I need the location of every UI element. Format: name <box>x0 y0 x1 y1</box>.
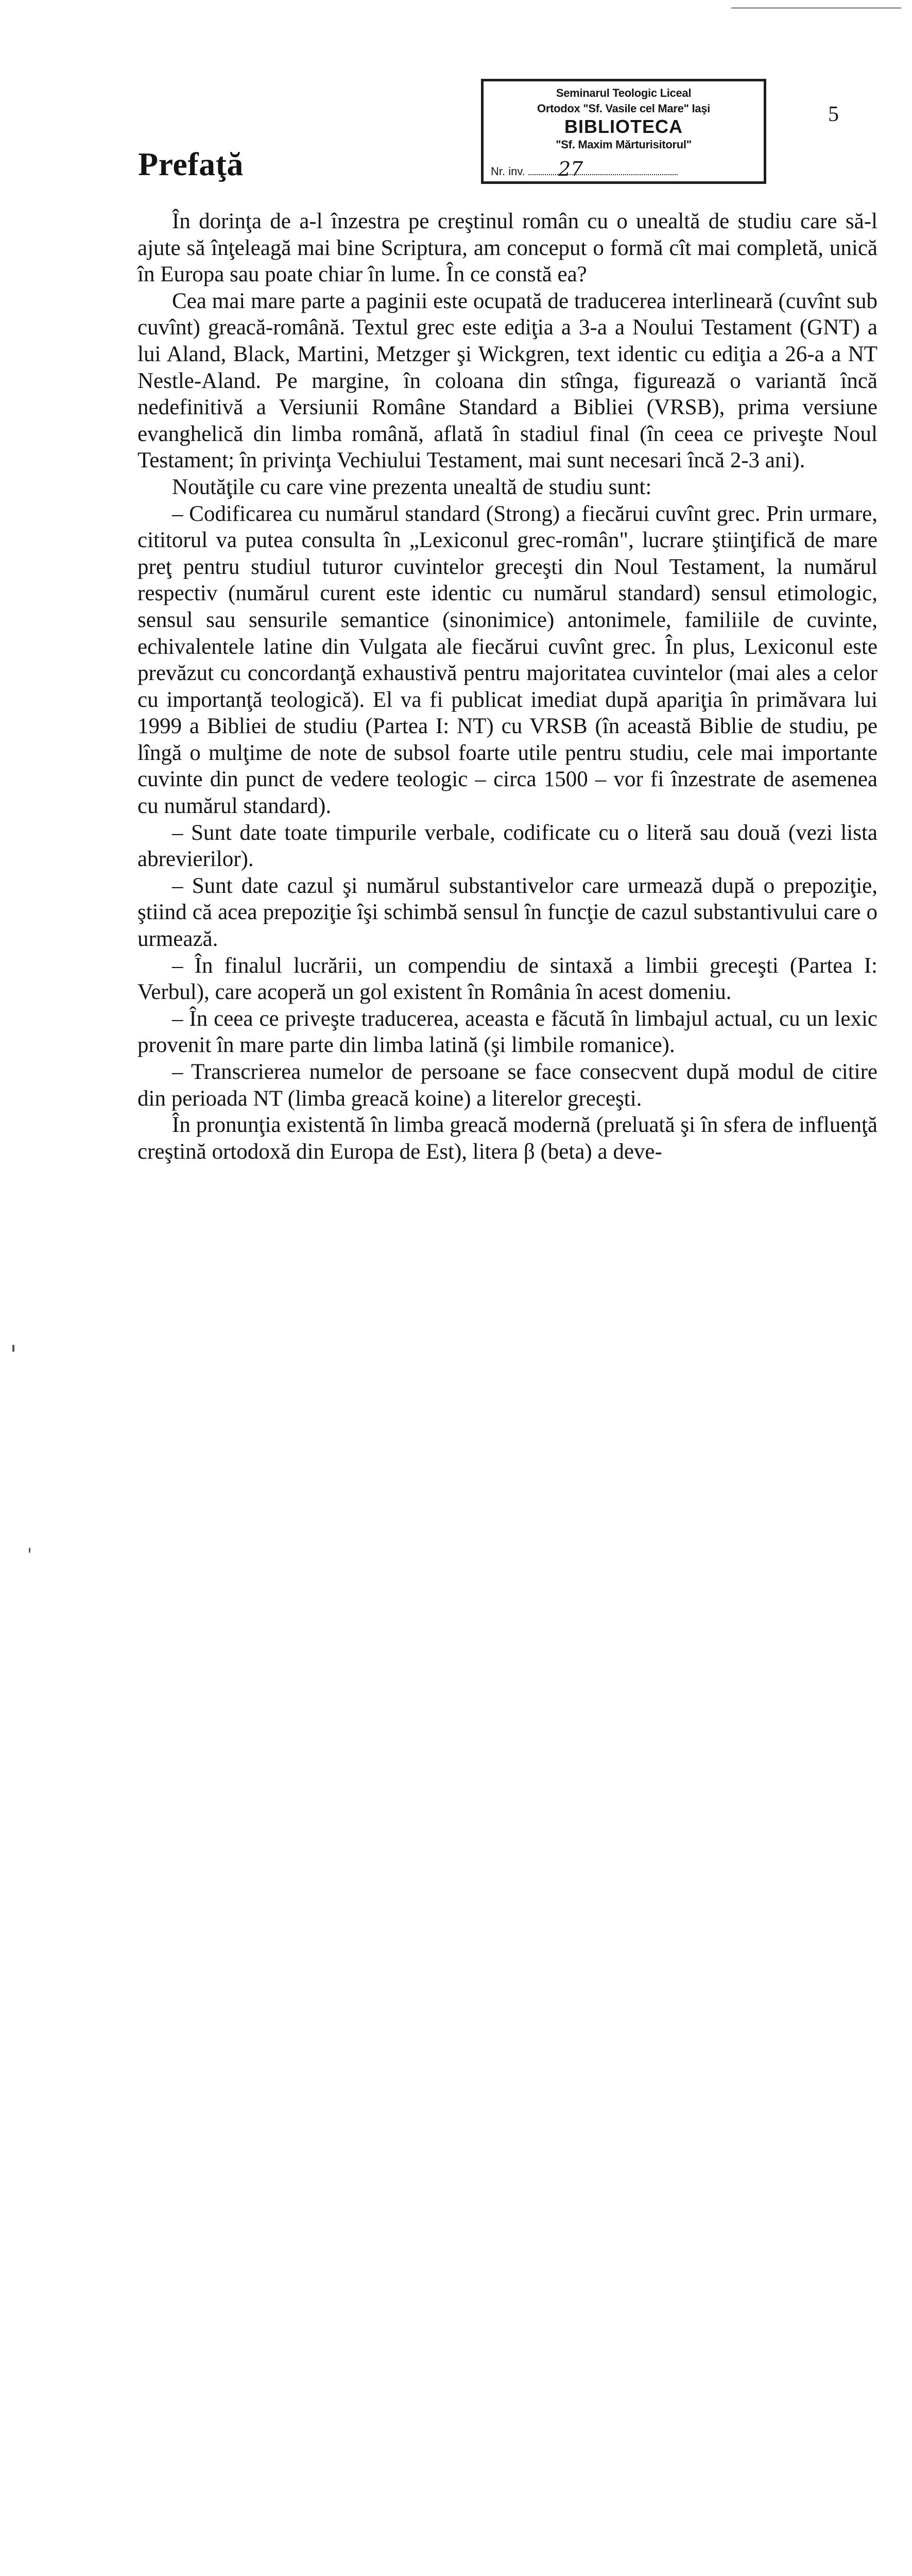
list-item-strong-codification: – Codificarea cu numărul standard (Strong) a fiecărui cuvînt grec. Prin urmare, cititorul va putea consulta în „Lexiconul grec-român", lucrare ştiinţifică de mare preţ pentru studiul tuturor cuvintelor greceşti din Noul Testament, la numărul respectiv (numărul curent este identic cu numărul standard) sensul etimologic, sensul sau sensurile semantice (sinonimice) antonimele, familiile de cuvinte, echivalentele latine din Vulgata ale fiecărui cuvînt grec. În plus, Lexiconul este prevăzut cu concordanţă exhaustivă pentru majoritatea cuvintelor (mai ales a celor cu importanţă teologică). El va fi publicat imediat după apariţia în primăvara lui 1999 a Bibliei de studiu (Partea I: NT) cu VRSB (în această Biblie de studiu, pe lîngă o mulţime de note de subsol foarte utile pentru studiu, cele mai importante cuvinte din punct de vedere teologic – circa 1500 – vor fi înzestrate de asemenea cu numărul standard). <box>137 501 877 819</box>
list-item-case-and-number: – Sunt date cazul şi numărul substantivelor care urmează după o prepoziţie, ştiind că acea prepoziţie îşi schimbă sensul în funcţie de cazul substantivului care o urmează. <box>137 873 877 952</box>
list-item-translation: – În ceea ce priveşte traducerea, aceasta e făcută în limbajul actual, cu un lexic provenit în mare parte din limba latină (şi limbile romanice). <box>137 1006 877 1058</box>
stamp-inventory-number: 27 <box>558 158 583 180</box>
paragraph-layout-description: Cea mai mare parte a paginii este ocupată de traducerea interlineară (cuvînt sub cuvînt) greacă-română. Textul grec este ediţia a 3-a a Noului Testament (GNT) a lui Aland, Black, Martini, Metzger şi Wickgren, text identic cu ediţia a 26-a a NT Nestle-Aland. Pe margine, în coloana din stînga, figurează o variantă încă nedefinitivă a Versiunii Române Standard a Bibliei (VRSB), prima versiune evanghelică din limba română, aflată în stadiul final (în ceea ce priveşte Noul Testament; în privinţa Vechiului Testament, mai sunt necesari încă 2-3 ani). <box>137 289 877 473</box>
stamp-line-seminary: Seminarul Teologic Liceal <box>556 87 692 99</box>
preface-body <box>137 208 877 1165</box>
stamp-line-biblioteca: BIBLIOTECA <box>564 116 683 137</box>
list-item-verb-tenses: – Sunt date toate timpurile verbale, codificate cu o literă sau două (vezi lista abrevierilor). <box>137 820 877 872</box>
page-title: Prefaţă <box>138 146 244 182</box>
margin-speck <box>12 1345 14 1352</box>
stamp-inventory-label: Nr. inv. <box>491 165 525 178</box>
margin-speck <box>29 1548 30 1553</box>
page-number: 5 <box>828 103 839 126</box>
top-edge-rule <box>731 7 901 9</box>
list-item-syntax-compendium: – În finalul lucrării, un compendiu de sintaxă a limbii greceşti (Partea I: Verbul), care acoperă un gol existent în România în acest domeniu. <box>137 953 877 1005</box>
stamp-inventory-dotted-line <box>528 174 678 175</box>
stamp-line-library-name: "Sf. Maxim Mărturisitorul" <box>556 138 692 151</box>
stamp-inventory-row <box>491 165 678 178</box>
list-item-name-transcription: – Transcrierea numelor de persoane se face consecvent după modul de citire din perioada NT (limba greacă koine) a literelor greceşti. <box>137 1060 877 1111</box>
library-stamp <box>481 79 766 184</box>
paragraph-novelties-intro: Noutăţile cu care vine prezenta unealtă de studiu sunt: <box>172 474 652 499</box>
stamp-line-ortodox: Ortodox "Sf. Vasile cel Mare" Iaşi <box>537 102 710 115</box>
paragraph-pronunciation: În pronunţia existentă în limba greacă modernă (preluată şi în sfera de influenţă creştină ortodoxă din Europa de Est), litera β (beta) a deve- <box>137 1113 877 1164</box>
paragraph-intro: În dorinţa de a-l înzestra pe creştinul român cu o unealtă de studiu care să-l ajute să înţeleagă mai bine Scriptura, am conceput o formă cît mai completă, unică în Europa sau poate chiar în lume. În ce constă ea? <box>137 209 877 287</box>
